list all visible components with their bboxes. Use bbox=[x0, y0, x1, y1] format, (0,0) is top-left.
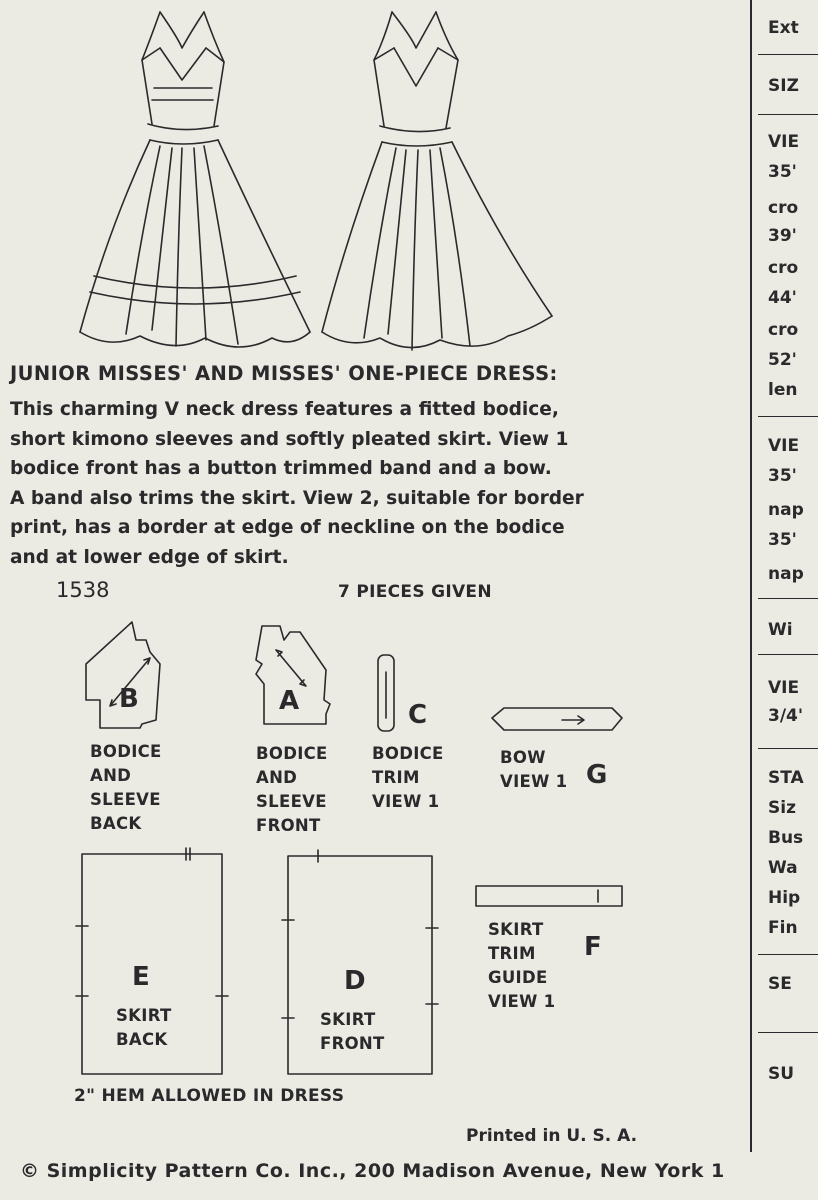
side-row: 35' bbox=[768, 466, 797, 486]
piece-label-line: VIEW 1 bbox=[372, 792, 440, 811]
piece-b-letter: B bbox=[119, 684, 139, 714]
side-divider bbox=[758, 654, 818, 655]
side-row: Fin bbox=[768, 918, 798, 938]
piece-label-line: BODICE bbox=[256, 744, 328, 763]
piece-label-line: BODICE bbox=[372, 744, 444, 763]
piece-label-line: SKIRT bbox=[320, 1010, 376, 1029]
side-divider bbox=[758, 416, 818, 417]
piece-label-line: BACK bbox=[90, 814, 142, 833]
dress-view-1-illustration bbox=[80, 12, 310, 347]
side-row: Wa bbox=[768, 858, 798, 878]
side-divider bbox=[758, 1032, 818, 1033]
side-divider bbox=[758, 114, 818, 115]
piece-c-letter: C bbox=[408, 700, 428, 730]
side-divider bbox=[758, 54, 818, 55]
piece-b-label bbox=[90, 740, 162, 836]
piece-d-label bbox=[320, 1008, 385, 1056]
description-line: A band also trims the skirt. View 2, suitable for border bbox=[10, 487, 584, 509]
side-row: 3/4' bbox=[768, 706, 804, 726]
pattern-title: JUNIOR MISSES' AND MISSES' ONE-PIECE DRESS: bbox=[10, 362, 558, 385]
hem-allowance-note: 2" HEM ALLOWED IN DRESS bbox=[74, 1086, 345, 1106]
piece-label-line: TRIM bbox=[372, 768, 420, 787]
piece-label-line: SKIRT bbox=[488, 920, 544, 939]
piece-label-line: SKIRT bbox=[116, 1006, 172, 1025]
side-row: nap bbox=[768, 500, 804, 520]
description-line: This charming V neck dress features a fitted bodice, bbox=[10, 399, 559, 420]
piece-label-line: BACK bbox=[116, 1030, 168, 1049]
description-line: and at lower edge of skirt. bbox=[10, 546, 289, 568]
side-row: VIE bbox=[768, 436, 800, 456]
side-divider bbox=[758, 598, 818, 599]
piece-label-line: BOW bbox=[500, 748, 546, 767]
side-row: Wi bbox=[768, 620, 793, 640]
dress-view-2-illustration bbox=[322, 12, 552, 350]
description-line: short kimono sleeves and softly pleated skirt. View 1 bbox=[10, 428, 569, 450]
printed-in-note: Printed in U. S. A. bbox=[466, 1126, 638, 1146]
side-row: 35' bbox=[768, 162, 797, 182]
piece-g-letter: G bbox=[586, 760, 608, 790]
piece-g-label bbox=[500, 746, 567, 794]
side-row: Siz bbox=[768, 798, 796, 818]
piece-label-line: FRONT bbox=[320, 1034, 385, 1053]
piece-f-shape bbox=[476, 886, 622, 906]
piece-e-letter: E bbox=[132, 962, 150, 992]
pieces-given: 7 PIECES GIVEN bbox=[338, 582, 492, 602]
piece-label-line: VIEW 1 bbox=[488, 992, 556, 1011]
piece-label-line: BODICE bbox=[90, 742, 162, 761]
side-divider bbox=[758, 954, 818, 955]
pattern-number: 1538 bbox=[56, 578, 110, 602]
piece-label-line: FRONT bbox=[256, 816, 321, 835]
piece-label-line: AND bbox=[256, 768, 298, 787]
side-row: Ext bbox=[768, 18, 799, 38]
piece-f-label bbox=[488, 918, 555, 1014]
side-row: VIE bbox=[768, 678, 800, 698]
piece-e-label bbox=[116, 1004, 172, 1052]
description-line: print, has a border at edge of neckline on the bodice bbox=[10, 517, 565, 538]
side-row: Bus bbox=[768, 828, 804, 848]
side-row: SE bbox=[768, 974, 792, 994]
piece-a-label bbox=[256, 742, 328, 838]
side-row: STA bbox=[768, 768, 804, 788]
side-row: len bbox=[768, 380, 798, 400]
side-row: 44' bbox=[768, 288, 797, 308]
piece-label-line: GUIDE bbox=[488, 968, 548, 987]
piece-d-letter: D bbox=[344, 966, 366, 996]
piece-label-line: SLEEVE bbox=[256, 792, 327, 811]
yardage-chart-column bbox=[750, 0, 802, 1152]
side-row: VIE bbox=[768, 132, 800, 152]
side-row: SU bbox=[768, 1064, 795, 1084]
piece-f-letter: F bbox=[584, 932, 602, 962]
side-row: SIZ bbox=[768, 76, 799, 96]
side-row: 35' bbox=[768, 530, 797, 550]
side-row: cro bbox=[768, 320, 799, 340]
side-row: 52' bbox=[768, 350, 797, 370]
side-row: cro bbox=[768, 258, 799, 278]
piece-c-label bbox=[372, 742, 444, 814]
side-row: nap bbox=[768, 564, 804, 584]
piece-a-letter: A bbox=[279, 686, 300, 716]
piece-label-line: VIEW 1 bbox=[500, 772, 568, 791]
piece-c-shape bbox=[378, 655, 394, 731]
side-row: Hip bbox=[768, 888, 801, 908]
pattern-description bbox=[10, 395, 660, 572]
side-divider bbox=[758, 748, 818, 749]
piece-label-line: TRIM bbox=[488, 944, 536, 963]
piece-g-shape bbox=[492, 708, 622, 730]
description-line: bodice front has a button trimmed band and a bow. bbox=[10, 458, 552, 479]
side-row: 39' bbox=[768, 226, 797, 246]
piece-label-line: AND bbox=[90, 766, 132, 785]
side-row: cro bbox=[768, 198, 799, 218]
piece-label-line: SLEEVE bbox=[90, 790, 161, 809]
publisher-footer: © Simplicity Pattern Co. Inc., 200 Madison Avenue, New York 1 bbox=[20, 1160, 725, 1182]
